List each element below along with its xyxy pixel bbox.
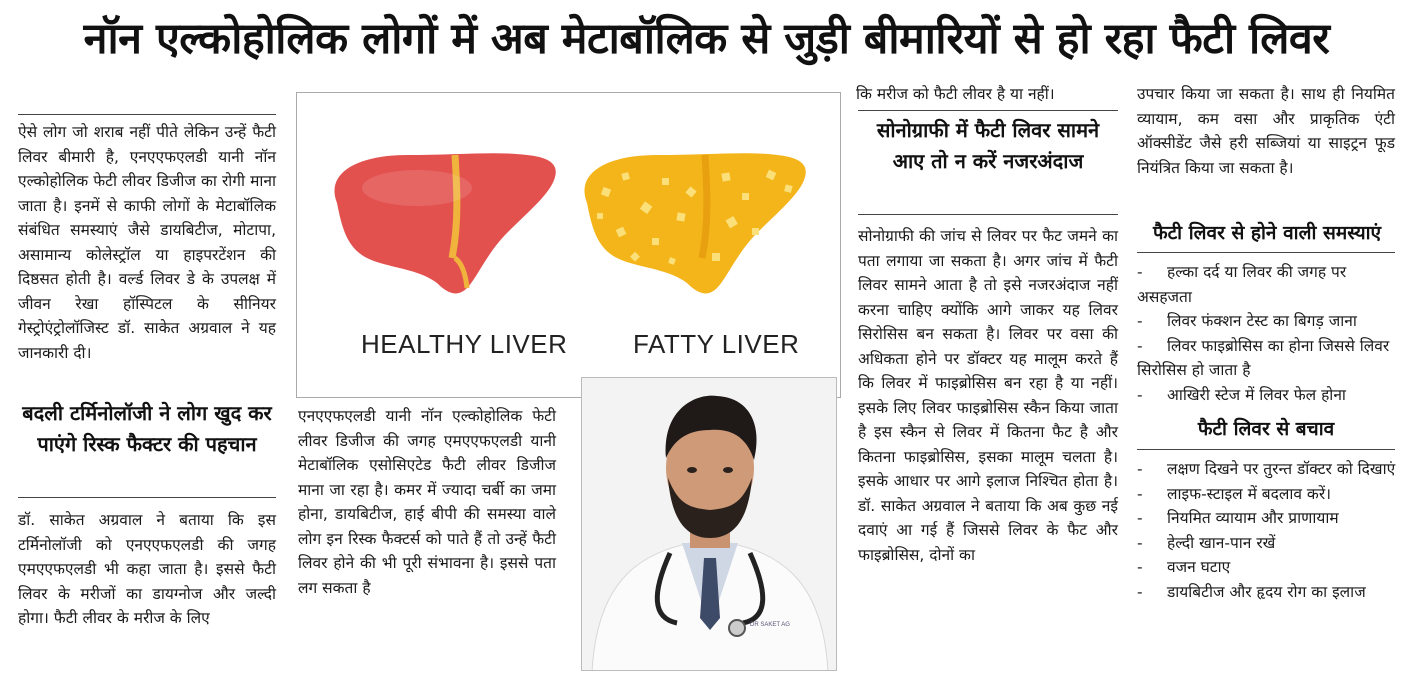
problems-heading: फैटी लिवर से होने वाली समस्याएं <box>1152 222 1382 244</box>
intro-paragraph: ऐसे लोग जो शराब नहीं पीते लेकिन उन्हें फैटी लिवर बीमारी है, एनएएफएलडी यानी नॉन एल्कोहोलिक फेटी लीवर डिजीज का रोगी माना जाता है। इनमें से काफी लोगों के मेटाबॉलिक संबंधित समस्याएं जैसे डायबिटीज, मोटापा, असामान्य कोलेस्ट्रॉल या हाइपरटेंशन की दिष्ठसत होती है। वर्ल्ड लिवर डे के उपलक्ष में जीवन रेखा हॉस्पिटल के सीनियर गेस्ट्रोएंट्रोलॉजिस्ट डॉ. साकेत अग्रवाल ने यह जानकारी दी। <box>18 123 276 362</box>
list-item: - वजन घटाए <box>1137 558 1231 576</box>
healthy-liver-icon <box>334 153 555 293</box>
list-item: - आखिरी स्टेज में लिवर फेल होना <box>1137 385 1346 404</box>
subhead-terminology: बदली टर्मिनोलॉजी ने लोग खुद कर पाएंगे रिस्क फैक्टर की पहचान <box>22 401 272 456</box>
prevention-heading: फैटी लिवर से बचाव <box>1197 418 1335 440</box>
doctor-photo <box>581 377 837 671</box>
col4-top: उपचार किया जा सकता है। साथ ही नियमित व्यायाम, कम वसा और प्राकृतिक एंटी ऑक्सीडेंट जैसे हरी सब्जियां या साइट्रन फूड नियंत्रित किया जा सकता है। <box>1137 85 1395 177</box>
column-rule <box>858 110 1118 111</box>
list-item: - लक्षण दिखने पर तुरन्त डॉक्टर को दिखाएं <box>1137 460 1396 478</box>
healthy-liver-label: HEALTHY LIVER <box>361 329 568 359</box>
col2-body: एनएएफएलडी यानी नॉन एल्कोहोलिक फेटी लीवर डिजीज की जगह एमएएफएलडी यानी मेटाबॉलिक एसोसिएटेड फैटी लीवर डिजीज माना जा रहा है। कमर में ज्यादा चर्बी का जमा होना, डायबिटीज, हाई बीपी की समस्या वाले लोग इन रिस्क फैक्टर्स को पाते हैं तो उन्हें फैटी लिवर होने की भी पूरी संभावना है। इससे पता लग सकता है <box>298 407 556 597</box>
fatty-liver-label: FATTY LIVER <box>633 329 800 359</box>
coat-embroidery: DR SAKET AG <box>750 622 790 628</box>
column-rule <box>1137 252 1395 253</box>
problems-list <box>1137 260 1399 407</box>
list-item: - हेल्दी खान-पान रखें <box>1137 533 1276 552</box>
list-item: - लिवर फंक्शन टेस्ट का बिगड़ जाना <box>1137 312 1357 330</box>
prevention-list <box>1137 457 1399 604</box>
list-item: - डायबिटीज और हृदय रोग का इलाज <box>1137 582 1366 601</box>
list-item: - लिवर फाइब्रोसिस का होना जिससे लिवर सिरोसिस हो जाता है <box>1137 336 1390 379</box>
subhead-sonography: सोनोग्राफी में फैटी लिवर सामने आए तो न करें नजरअंदाज <box>876 118 1100 173</box>
column-rule <box>18 497 276 498</box>
fatty-liver-icon <box>584 153 805 293</box>
list-item: - नियमित व्यायाम और प्राणायाम <box>1137 509 1339 527</box>
list-item: - लाइफ-स्टाइल में बदलाव करें। <box>1137 484 1332 503</box>
col3-body: सोनोग्राफी की जांच से लिवर पर फैट जमने का पता लगाया जा सकता है। अगर जांच में फैटी लिवर सामने आता है तो इसे नजरअंदाज नहीं करना चाहिए क्योंकि आगे जाकर यह लिवर सिरोसिस बन सकता है। लिवर पर वसा की अधिकता होने पर डॉक्टर यह मालूम करते हैं कि लिवर में फाइब्रोसिस बन रहा है या नहीं। इसके लिए लिवर फाइब्रोसिस स्कैन किया जाता है इस स्कैन से लिवर में कितना फैट है और कितना फाइब्रोसिस, इसका मालूम चलता है। इसके आधार पर आगे इलाज निश्चित होता है। डॉ. साकेत अग्रवाल ने बताया कि अब कुछ नई दवाएं आ गई हैं जिससे लिवर के फैट और फाइब्रोसिस, दोनों का <box>858 227 1118 564</box>
headline: नॉन एल्कोहोलिक लोगों में अब मेटाबॉलिक से जुड़ी बीमारियों से हो रहा फैटी लिवर <box>83 14 1330 64</box>
column-rule <box>18 114 276 115</box>
liver-figure <box>296 92 841 398</box>
list-item: - हल्का दर्द या लिवर की जगह पर असहजता <box>1137 263 1347 306</box>
doctor-portrait-icon <box>582 378 837 671</box>
column-rule <box>1137 449 1395 450</box>
column-rule <box>858 214 1118 215</box>
col3-top: कि मरीज को फैटी लीवर है या नहीं। <box>856 85 1055 103</box>
col1-body: डॉ. साकेत अग्रवाल ने बताया कि इस टर्मिनोलॉजी को एनएएफएलडी की जगह एमएएफएलडी भी कहा जाता है। इससे फैटी लिवर के मरीजों का डायग्नोज और जल्दी होगा। फैटी लीवर के मरीज के लिए <box>18 511 276 627</box>
